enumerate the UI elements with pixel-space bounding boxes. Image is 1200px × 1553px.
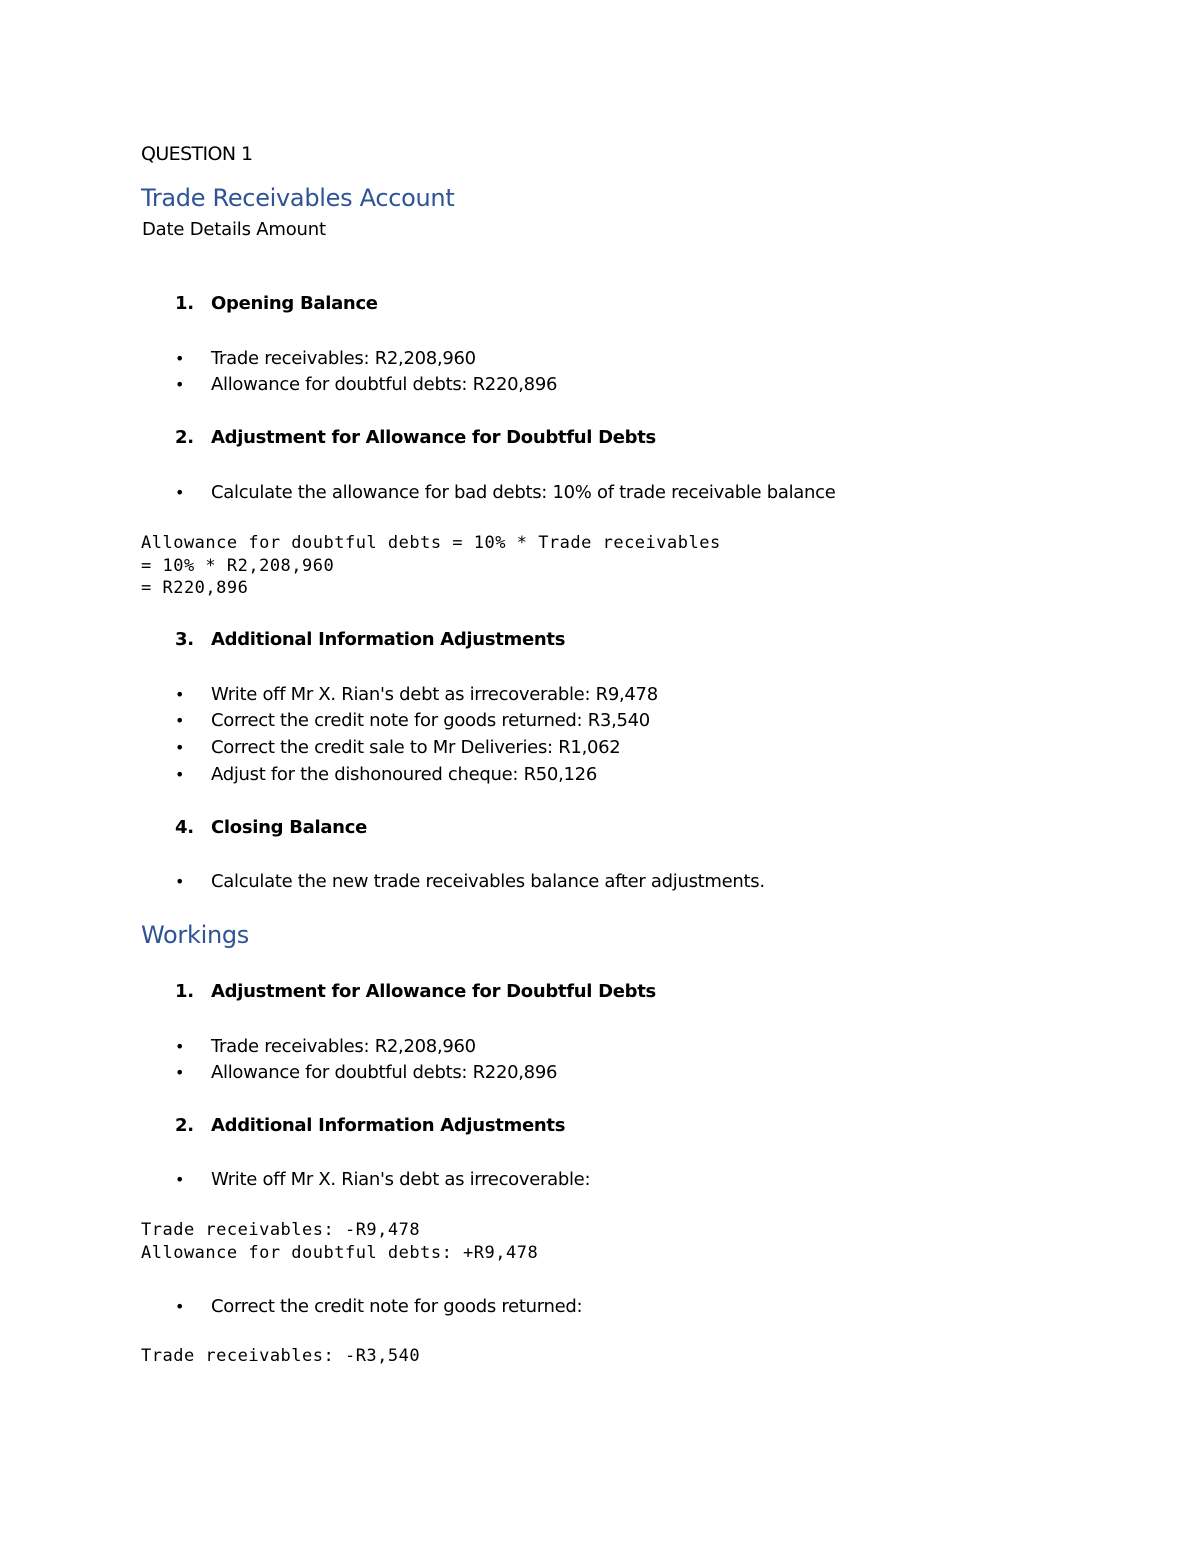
bullet-icon: •	[175, 738, 185, 757]
list-item-text: Allowance for doubtful debts: R220,896	[211, 374, 558, 395]
list-item-text: Correct the credit sale to Mr Deliveries: R1,062	[211, 737, 621, 758]
bullet-icon: •	[175, 1297, 185, 1316]
list-item	[175, 1062, 557, 1083]
list-item-text: Calculate the new trade receivables balance after adjustments.	[211, 871, 765, 892]
section-number: 4.	[175, 817, 194, 838]
columns-line: Date Details Amount	[142, 219, 326, 240]
bullet-icon: •	[175, 711, 185, 730]
code-block	[141, 1345, 420, 1368]
list-item-text: Adjust for the dishonoured cheque: R50,126	[211, 764, 597, 785]
code-line: Trade receivables: -R3,540	[141, 1346, 421, 1366]
section-number: 2.	[175, 427, 194, 448]
list-item	[175, 1296, 582, 1317]
list-item	[175, 1036, 476, 1057]
code-line: Allowance for doubtful debts: +R9,478	[141, 1242, 539, 1263]
section-number: 1.	[175, 293, 194, 314]
formula-line: = R220,896	[141, 578, 249, 599]
section-title: Adjustment for Allowance for Doubtful Debts	[211, 427, 656, 448]
section-heading	[175, 1115, 565, 1136]
formula-line: Allowance for doubtful debts = 10% * Trade receivables	[141, 533, 721, 553]
list-item-text: Trade receivables: R2,208,960	[211, 348, 476, 369]
bullet-icon: •	[175, 375, 185, 394]
question-label: QUESTION 1	[141, 143, 253, 165]
list-item-text: Write off Mr X. Rian's debt as irrecoverable:	[211, 1169, 591, 1190]
list-item	[175, 871, 765, 892]
section-number: 2.	[175, 1115, 194, 1136]
list-item-text: Calculate the allowance for bad debts: 10% of trade receivable balance	[211, 482, 836, 503]
list-item-text: Write off Mr X. Rian's debt as irrecoverable: R9,478	[211, 684, 658, 705]
list-item	[175, 374, 557, 395]
list-item	[175, 348, 476, 369]
section-title: Closing Balance	[211, 817, 367, 838]
list-item	[175, 1169, 590, 1190]
section-heading	[175, 817, 367, 838]
bullet-icon: •	[175, 349, 185, 368]
section-heading	[175, 629, 565, 650]
list-item-text: Correct the credit note for goods returned: R3,540	[211, 710, 650, 731]
list-item	[175, 482, 836, 503]
bullet-icon: •	[175, 765, 185, 784]
section-title: Adjustment for Allowance for Doubtful Debts	[211, 981, 656, 1002]
code-block	[141, 1219, 538, 1264]
bullet-icon: •	[175, 685, 185, 704]
bullet-icon: •	[175, 483, 185, 502]
section-number: 1.	[175, 981, 194, 1002]
list-item	[175, 737, 620, 758]
workings-heading: Workings	[141, 921, 249, 949]
bullet-icon: •	[175, 1037, 185, 1056]
list-item-text: Allowance for doubtful debts: R220,896	[211, 1062, 558, 1083]
list-item-text: Trade receivables: R2,208,960	[211, 1036, 476, 1057]
section-heading	[175, 293, 378, 314]
list-item-text: Correct the credit note for goods returned:	[211, 1296, 583, 1317]
account-heading: Trade Receivables Account	[141, 184, 455, 212]
list-item	[175, 684, 658, 705]
formula-line: = 10% * R2,208,960	[141, 555, 335, 576]
list-item	[175, 764, 597, 785]
section-title: Opening Balance	[211, 293, 378, 314]
section-title: Additional Information Adjustments	[211, 1115, 566, 1136]
formula-block	[141, 532, 721, 600]
list-item	[175, 710, 650, 731]
section-title: Additional Information Adjustments	[211, 629, 566, 650]
section-heading	[175, 427, 656, 448]
bullet-icon: •	[175, 1170, 185, 1189]
bullet-icon: •	[175, 872, 185, 891]
section-number: 3.	[175, 629, 194, 650]
bullet-icon: •	[175, 1063, 185, 1082]
code-line: Trade receivables: -R9,478	[141, 1220, 421, 1240]
section-heading	[175, 981, 656, 1002]
